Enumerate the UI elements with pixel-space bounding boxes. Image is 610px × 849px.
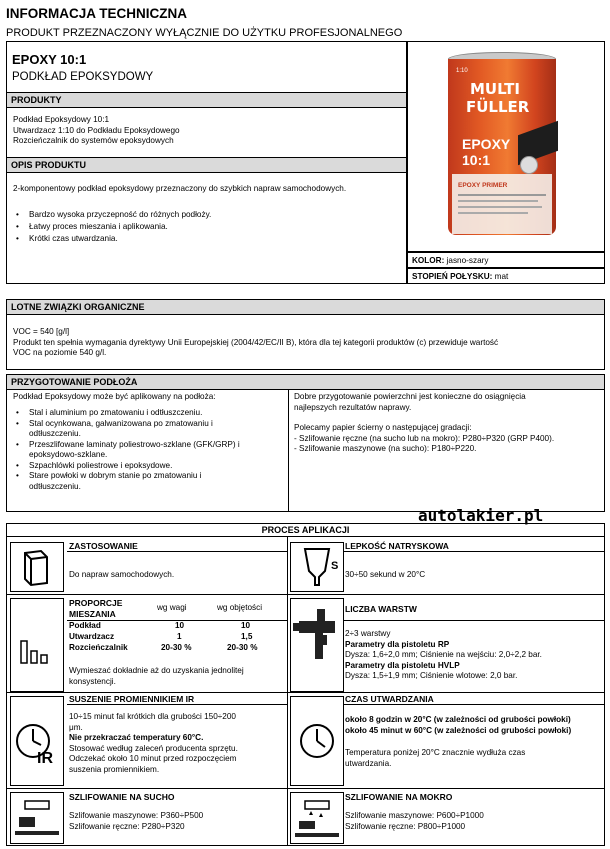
paint-can-image: 1:10 MULTI FÜLLER EPOXY 10:1 EPOXY PRIMER (448, 52, 556, 242)
watermark: autolakier.pl (418, 506, 544, 525)
table-cell: 1,5 (241, 632, 253, 641)
preparation-note: - Szlifowanie ręczne (na sucho lub na mokro): P280÷P320 (GRP P400). (294, 433, 555, 443)
preparation-intro: Podkład Epoksydowy może być aplikowany na podłoża: (13, 392, 216, 401)
ir-line: Odczekać około 10 minut przed rozpoczęciem (69, 754, 237, 763)
preparation-note: najlepszych rezultatów naprawy. (294, 402, 412, 412)
voc-line: VOC = 540 [g/l] (13, 327, 70, 336)
ir-line: 10÷15 minut fal krótkich dla grubości 150÷200 (69, 712, 236, 721)
list-item (13, 419, 285, 440)
wet-sanding-line: Szlifowanie maszynowe: P600÷P1000 (345, 811, 484, 820)
gloss-value: mat (494, 272, 509, 281)
mixing-note (69, 666, 244, 687)
product-image-box (407, 41, 605, 252)
table-row (69, 621, 287, 632)
cure-line: utwardzania. (345, 758, 392, 768)
cure-text (345, 715, 571, 769)
preparation-note: - Szlifowanie maszynowe (na sucho): P180÷P220. (294, 444, 477, 453)
table-cell: 10 (175, 621, 185, 630)
preparation-note: Dobre przygotowanie powierzchni jest konieczne do osiągnięcia (294, 392, 526, 401)
product-type: PODKŁAD EPOKSYDOWY (12, 71, 154, 83)
can-label-line1: EPOXY (462, 136, 511, 152)
viscosity-heading: LEPKOŚĆ NATRYSKOWA (345, 541, 449, 551)
list-item-text: epoksydowo-szklane. (29, 450, 108, 459)
ir-line: Nie przekraczać temperatury 60°C. (69, 733, 204, 742)
list-item (13, 471, 285, 492)
spray-gun-icon (290, 598, 344, 692)
list-item (13, 461, 285, 472)
list-item-text: odtłuszczeniu. (29, 481, 81, 491)
description-bullets (13, 209, 393, 245)
product-name: EPOXY 10:1 (12, 52, 87, 67)
voc-box (6, 299, 605, 370)
viscosity-cup-icon (290, 542, 344, 592)
cure-line: około 8 godzin w 20°C (w zależności od grubości powłoki) (345, 715, 571, 724)
mixing-note-line: konsystencji. (69, 676, 116, 686)
wet-sanding-heading: SZLIFOWANIE NA MOKRO (345, 792, 453, 802)
process-box (6, 523, 605, 846)
book-icon (10, 542, 64, 592)
document-subtitle: PRODUKT PRZEZNACZONY WYŁĄCZNIE DO UŻYTKU PROFESJONALNEGO (6, 27, 403, 39)
ir-icon-text: IR (37, 750, 53, 767)
list-item: • Krótki czas utwardzania. (13, 233, 393, 245)
can-sub-label: EPOXY PRIMER (458, 182, 508, 189)
list-item-text: • Stal ocynkowana, galwanizowana po zmatowaniu i (29, 418, 213, 428)
process-heading: PROCES APLIKACJI (7, 524, 604, 537)
clock-icon (290, 696, 344, 786)
mixing-table (69, 621, 287, 654)
ir-line: μm. (69, 722, 83, 732)
voc-line: VOC na poziomie 540 g/l. (13, 348, 107, 357)
list-item-text: • Szpachlówki poliestrowe i epoksydowe. (29, 460, 173, 470)
ir-text (69, 712, 238, 775)
preparation-divider (288, 390, 289, 512)
description-heading: OPIS PRODUKTU (7, 157, 406, 173)
table-cell: 10 (241, 621, 251, 630)
table-cell: 20-30 % (227, 643, 258, 652)
hvlp-title: Parametry dla pistoletu HVLP (345, 660, 460, 670)
mixing-heading-line1: PROPORCJE (69, 598, 123, 608)
mixing-col-weight: wg wagi (157, 603, 187, 612)
table-row (69, 643, 287, 654)
list-item: • Łatwy proces mieszania i aplikowania. (13, 221, 393, 233)
product-info-box (6, 41, 407, 284)
voc-text (13, 327, 498, 359)
usage-heading: ZASTOSOWANIE (69, 541, 138, 551)
usage-text: Do napraw samochodowych. (69, 570, 175, 579)
voc-line: Produkt ten spełnia wymagania dyrektywy Unii Europejskiej (2004/42/EC/II B), która dla tej kategorii produktów (c) przewiduje wartość (13, 337, 499, 347)
gloss-row (407, 268, 605, 284)
cure-line: około 45 minut w 60°C (w zależności od grubości powłoki) (345, 725, 572, 735)
can-brand-line1: MULTI (470, 80, 520, 98)
dry-sanding-text (69, 811, 203, 832)
product-line: Podkład Epoksydowy 10:1 (13, 115, 110, 124)
preparation-bullets (13, 408, 285, 492)
preparation-heading: PRZYGOTOWANIE PODŁOŻA (7, 375, 604, 390)
ir-heading: SUSZENIE PROMIENNIKIEM IR (69, 694, 195, 704)
products-list (13, 115, 180, 147)
layers-text (345, 629, 542, 682)
can-brand-line2: FÜLLER (466, 98, 530, 116)
wet-sanding-text (345, 811, 484, 832)
dry-sanding-heading: SZLIFOWANIE NA SUCHO (69, 792, 175, 802)
layers-count: 2÷3 warstwy (345, 629, 391, 638)
document-title: INFORMACJA TECHNICZNA (6, 6, 187, 21)
rp-title: Parametry dla pistoletu RP (345, 639, 450, 649)
hvlp-text: Dysza: 1,5÷1,9 mm; Ciśnienie wlotowe: 2,0 bar. (345, 671, 518, 680)
cure-line: Temperatura poniżej 20°C znacznie wydłuża czas (345, 748, 526, 757)
list-item (13, 408, 285, 419)
table-row (69, 632, 287, 643)
table-cell: 20-30 % (161, 643, 192, 652)
dry-sanding-line: Szlifowanie maszynowe: P360÷P500 (69, 811, 204, 820)
wet-sanding-icon (290, 792, 344, 844)
product-line: Utwardzacz 1:10 do Podkładu Epoksydowego (13, 125, 180, 135)
color-label: KOLOR: (412, 256, 445, 265)
rp-text: Dysza: 1,6÷2,0 mm; Ciśnienie na wejściu: 2,0÷2,2 bar. (345, 650, 542, 659)
list-item: • Bardzo wysoka przyczepność do różnych podłoży. (13, 209, 393, 221)
gloss-label: STOPIEŃ POŁYSKU: (412, 272, 493, 281)
preparation-note: Polecamy papier ścierny o następującej gradacji: (294, 423, 472, 432)
color-value: jasno-szary (446, 256, 489, 265)
layers-heading: LICZBA WARSTW (345, 604, 417, 614)
viscosity-icon-letter: S (331, 560, 339, 572)
mixing-heading-line2: MIESZANIA (69, 609, 116, 619)
preparation-right (294, 392, 602, 455)
ir-drying-icon (10, 696, 64, 786)
table-cell: Rozcieńczalnik (69, 643, 128, 652)
mixing-bars-icon (10, 598, 64, 692)
voc-heading: LOTNE ZWIĄZKI ORGANICZNE (7, 300, 604, 315)
table-cell: Utwardzacz (69, 632, 115, 641)
description-text: 2-komponentowy podkład epoksydowy przeznaczony do szybkich napraw samochodowych. (13, 184, 347, 193)
list-item-text: • Przeszlifowane laminaty poliestrowo-szklane (GFK/GRP) i (29, 439, 240, 449)
dry-sanding-icon (10, 792, 64, 844)
mixing-col-volume: wg objętości (217, 603, 263, 612)
product-line: Rozcieńczalnik do systemów epoksydowych (13, 136, 174, 145)
products-heading: PRODUKTY (7, 92, 406, 108)
cure-heading: CZAS UTWARDZANIA (345, 694, 434, 704)
list-item (13, 440, 285, 461)
ir-line: Stosować według zaleceń producenta sprzętu. (69, 743, 238, 753)
list-item-text: • Stare powłoki w dobrym stanie po zmatowaniu i (29, 471, 202, 480)
list-item-text: • Stal i aluminium po zmatowaniu i odtłuszczeniu. (29, 408, 203, 417)
dry-sanding-line: Szlifowanie ręczne: P280÷P320 (69, 821, 185, 831)
wet-sanding-line: Szlifowanie ręczne: P800÷P1000 (345, 821, 466, 831)
table-cell: Podkład (69, 621, 101, 630)
can-silver-dot (520, 156, 538, 174)
preparation-box (6, 374, 605, 512)
viscosity-text: 30÷50 sekund w 20°C (345, 570, 426, 579)
table-cell: 1 (177, 632, 182, 641)
can-label-line2: 10:1 (462, 152, 491, 168)
list-item-text: odtłuszczeniu. (29, 429, 81, 438)
ir-line: suszenia promiennikiem. (69, 764, 160, 774)
color-row (407, 252, 605, 268)
mixing-note-line: Wymieszać dokładnie aż do uzyskania jednolitej (69, 666, 244, 675)
